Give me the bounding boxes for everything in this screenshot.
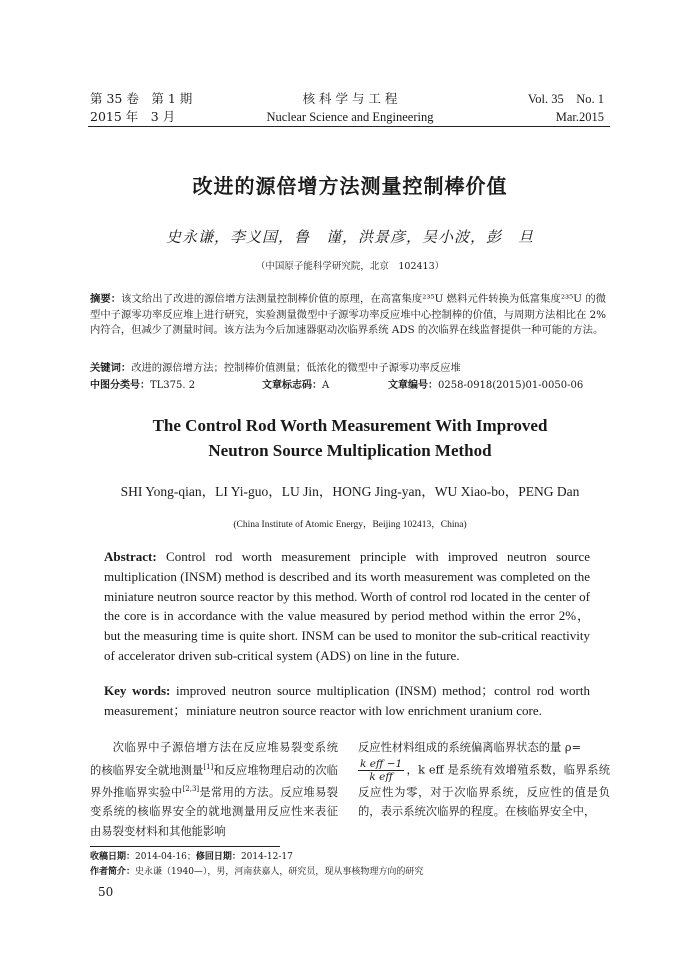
doc-code-label: 文章标志码： [262,380,322,391]
article-number [388,378,583,393]
page-number: 50 [98,885,114,899]
received-date: 2014-04-16； [135,852,196,862]
affiliation-en: (China Institute of Atomic Energy，Beijing 102413，China) [233,520,467,530]
footnote-divider [90,846,280,847]
abstract-zh [90,292,606,339]
paper-title-zh: 改进的源倍增方法测量控制棒价值 [192,174,508,198]
abstract-zh-text: 该文给出了改进的源倍增方法测量控制棒价值的原理，在高富集度²³⁵U 燃料元件转换为低富集度²³⁵U 的微型中子源零功率反应堆上进行研究，实验测量微型中子源零功率反应堆中心控制棒的价值，与周期方法相比在 2%内符合，但减少了测量时间。该方法为今后加速器驱动次临界系统 ADS 的次临界在线监督提供一种可能的方法。 [90,293,607,336]
keywords-en-label: Key words: [104,683,171,698]
footnote-author-bio [90,865,423,880]
abstract-en-text: Control rod worth measurement principle with improved neutron source multiplication (INSM) method is described and its worth measurement was completed on the miniature neutron source reactor by this method. Worth of control rod located in the center of the core is in accordance with the value measured by period method within the error 2%，but the measuring time is quite short. INSM can be used to monitor the sub-critical reactivity of accelerator driven sub-critical system (ADS) on line in the future. [104,549,590,663]
header-divider [88,126,610,127]
keywords-en-text: improved neutron source multiplication (INSM) method；control rod worth measurement；miniature neutron source reactor with low enrichment uranium core. [104,683,590,718]
affiliation-zh: （中国原子能科学研究院，北京 102413） [255,261,445,272]
body-column-right [358,738,610,822]
authors-en: SHI Yong-qian，LI Yi-guo，LU Jin，HONG Jing-yan，WU Xiao-bo，PENG Dan [120,484,580,499]
body-left-text-2: 和反应堆物理启动的次临界外推临界实验中 [90,763,338,799]
author-bio-label: 作者简介： [90,867,136,877]
received-label: 收稿日期： [90,852,136,862]
header-journal-zh: 核 科 学 与 工 程 [302,91,398,106]
body-right-text-2: ，k eff 是系统有效增殖系数，临界系统反应性为零，对于次临界系统，反应性的值是负的，表示系统次临界的程度。在核临界安全中， [358,763,610,818]
fraction-numerator: k eff −1 [360,757,403,770]
header-journal-en: Nuclear Science and Engineering [266,110,434,124]
abstract-en [104,547,590,666]
document-code [262,378,329,393]
paper-title-en-line2: Neutron Source Multiplication Method [208,441,492,460]
header-date-en: Mar.2015 [555,110,604,124]
header-volume-zh: 第 35 卷 第 1 期 [90,91,193,106]
citation-ref-1[interactable]: [1] [203,762,214,771]
doc-code-value: A [322,380,330,391]
header-volume-en: Vol. 35 No. 1 [527,92,604,106]
clc-value: TL375. 2 [150,380,196,391]
article-number-label: 文章编号： [388,380,438,391]
footnote-dates [90,850,293,865]
revised-date: 2014-12-17 [240,852,293,862]
citation-ref-2-3[interactable]: [2,3] [182,784,200,793]
abstract-zh-label: 摘要： [90,293,122,305]
keywords-zh-label: 关键词： [90,362,132,374]
abstract-en-label: Abstract: [104,549,157,564]
revised-label: 修回日期： [195,852,241,862]
body-right-text-1: 反应性材料组成的系统偏离临界状态的量 ρ= [358,741,582,754]
header-volume-en-block [528,90,604,126]
body-left-text-3: 是常用的方法。反应堆易裂变系统的核临界安全的就地测量用反应性来表征由易裂变材料和其他能影响 [90,785,338,838]
authors-zh: 史永谦，李义国，鲁 谨，洪景彦，吴小波，彭 旦 [165,228,534,246]
paper-title-en-line1: The Control Rod Worth Measurement With Improved [152,416,548,435]
reactivity-fraction [358,758,404,783]
body-column-left [90,738,338,841]
clc-number [90,378,195,393]
keywords-en [104,681,590,721]
article-number-value: 0258-0918(2015)01-0050-06 [438,380,584,391]
keywords-zh-text: 改进的源倍增方法；控制棒价值测量；低浓化的微型中子源零功率反应堆 [131,362,461,374]
body-left-text-1: 次临界中子源倍增方法在反应堆易裂变系统的核临界安全就地测量 [90,741,338,777]
author-bio-text: 史永谦（1940—），男，河南获嘉人，研究员，现从事核物理方向的研究 [135,867,424,877]
paper-title-en [0,413,700,463]
header-date-zh: 2015 年 3 月 [90,109,176,124]
fraction-denominator: k eff [369,770,393,783]
clc-label: 中图分类号： [90,380,150,391]
keywords-zh [90,361,606,377]
